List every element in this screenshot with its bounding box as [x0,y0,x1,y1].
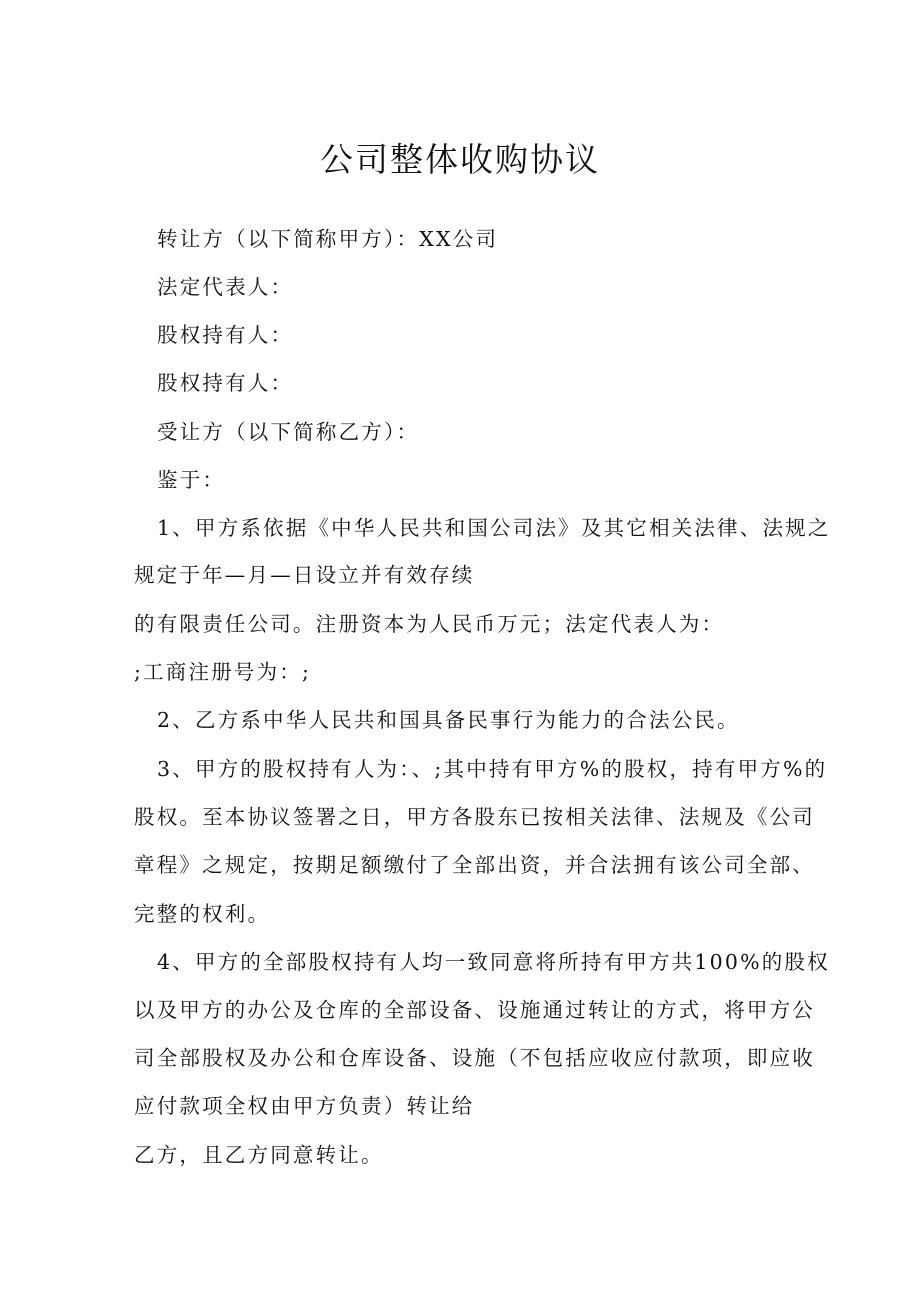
clause-4-line-5: 乙方，且乙方同意转让。 [134,1143,384,1167]
transferor-line: 转让方（以下简称甲方）：XX公司 [157,227,499,251]
legal-representative-line: 法定代表人： [157,275,294,299]
clause-4-line-3: 司全部股权及办公和仓库设备、设施（不包括应收应付款项，即应收 [134,1046,815,1070]
equity-holder-line-1: 股权持有人： [157,323,294,347]
clause-3-line-1: 3、甲方的股权持有人为：、;其中持有甲方%的股权，持有甲方%的 [157,757,828,781]
clause-3-line-4: 完整的权利。 [134,902,271,926]
clause-1-line-1: 1、甲方系依据《中华人民共和国公司法》及其它相关法律、法规之 [157,516,831,540]
clause-4-line-4: 应付款项全权由甲方负责）转让给 [134,1094,475,1118]
clause-4-line-1: 4、甲方的全部股权持有人均一致同意将所持有甲方共100%的股权 [157,950,830,974]
document-title: 公司整体收购协议 [320,140,600,179]
clause-1-line-4: ;工商注册号为：; [134,660,312,684]
clause-4-line-2: 以及甲方的办公及仓库的全部设备、设施通过转让的方式，将甲方公 [134,998,815,1022]
clause-1-line-2: 规定于年—月—日设立并有效存续 [134,563,475,587]
transferee-line: 受让方（以下简称乙方）： [157,420,420,444]
clause-2-line-1: 2、乙方系中华人民共和国具备民事行为能力的合法公民。 [157,708,740,732]
clause-1-line-3: 的有限责任公司。注册资本为人民币万元；法定代表人为： [134,612,725,636]
whereas-heading: 鉴于： [157,468,226,492]
clause-3-line-2: 股权。至本协议签署之日，甲方各股东已按相关法律、法规及《公司 [134,805,815,829]
equity-holder-line-2: 股权持有人： [157,371,294,395]
clause-3-line-3: 章程》之规定，按期足额缴付了全部出资，并合法拥有该公司全部、 [134,853,815,877]
